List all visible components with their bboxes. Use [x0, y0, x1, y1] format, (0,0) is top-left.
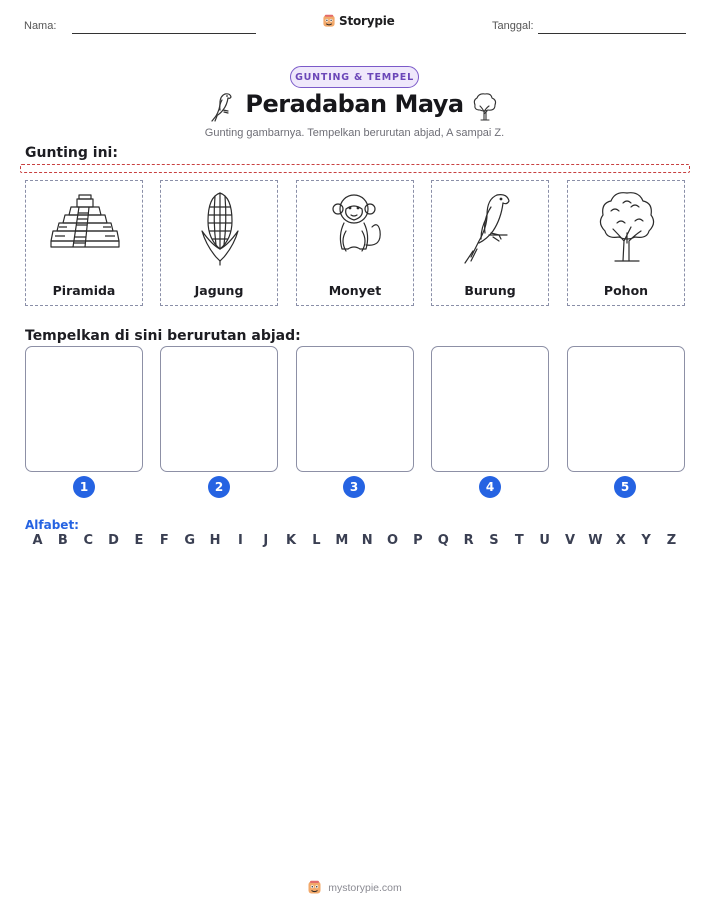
card-label: Piramida	[52, 283, 116, 298]
cut-card-corn[interactable]	[160, 180, 278, 306]
storypie-logo-icon	[322, 14, 336, 28]
card-label: Pohon	[603, 283, 649, 298]
pyramid-icon	[45, 187, 125, 267]
alphabet-letter: U	[539, 533, 550, 548]
brand-logo	[322, 14, 395, 28]
alphabet-letter: B	[57, 533, 68, 548]
alphabet-letter: V	[565, 533, 576, 548]
alphabet-letter: D	[108, 533, 119, 548]
name-label: Nama:	[24, 20, 57, 32]
alphabet-letter: K	[286, 533, 297, 548]
page-title: Peradaban Maya	[245, 90, 464, 118]
alphabet-letter: T	[514, 533, 524, 548]
alphabet-letter: Z	[666, 533, 677, 548]
alphabet-row	[25, 533, 684, 548]
cut-card-pyramid[interactable]	[25, 180, 143, 306]
cut-card-monkey[interactable]	[296, 180, 414, 306]
number-badge: 4	[479, 476, 501, 498]
alphabet-letter: R	[463, 533, 474, 548]
cut-card-tree[interactable]	[567, 180, 685, 306]
alphabet-letter: P	[413, 533, 423, 548]
number-badge: 1	[73, 476, 95, 498]
alphabet-letter: G	[184, 533, 195, 548]
date-label: Tanggal:	[492, 20, 534, 32]
alphabet-letter: Q	[437, 533, 449, 548]
monkey-icon	[316, 187, 396, 267]
cut-section-heading: Gunting ini:	[25, 145, 118, 161]
paste-box-1[interactable]	[25, 346, 143, 472]
card-label: Monyet	[328, 283, 382, 298]
alphabet-letter: N	[361, 533, 373, 548]
storypie-logo-icon	[307, 880, 322, 895]
alphabet-letter: I	[237, 533, 243, 548]
name-field-line[interactable]	[72, 33, 256, 34]
alphabet-letter: J	[263, 533, 269, 548]
paste-box-5[interactable]	[567, 346, 685, 472]
paste-box-3[interactable]	[296, 346, 414, 472]
paste-box-2[interactable]	[160, 346, 278, 472]
corn-icon	[180, 187, 260, 267]
tree-icon	[587, 187, 667, 267]
alphabet-letter: C	[83, 533, 93, 548]
paste-section-heading: Tempelkan di sini berurutan abjad:	[25, 328, 301, 344]
alphabet-letter: F	[159, 533, 169, 548]
number-badge: 5	[614, 476, 636, 498]
paste-box-4[interactable]	[431, 346, 549, 472]
number-badge: 3	[343, 476, 365, 498]
number-badge: 2	[208, 476, 230, 498]
alphabet-letter: E	[134, 533, 144, 548]
card-label: Jagung	[194, 283, 244, 298]
date-field-line[interactable]	[538, 33, 686, 34]
alphabet-label: Alfabet:	[25, 518, 79, 532]
footer	[0, 880, 709, 895]
parrot-icon	[451, 187, 531, 267]
cut-card-bird[interactable]	[431, 180, 549, 306]
brand-name: Storypie	[339, 14, 395, 28]
alphabet-letter: O	[387, 533, 399, 548]
cut-line	[20, 164, 690, 173]
alphabet-letter: L	[312, 533, 321, 548]
footer-url[interactable]: mystorypie.com	[328, 881, 402, 894]
instructions: Gunting gambarnya. Tempelkan berurutan abjad, A sampai Z.	[204, 127, 505, 139]
alphabet-letter: H	[209, 533, 221, 548]
card-label: Burung	[464, 283, 516, 298]
alphabet-letter: M	[335, 533, 349, 548]
alphabet-letter: X	[615, 533, 626, 548]
alphabet-letter: S	[489, 533, 499, 548]
activity-badge: GUNTING & TEMPEL	[290, 66, 419, 88]
tree-icon	[470, 90, 500, 122]
alphabet-letter: Y	[641, 533, 651, 548]
alphabet-letter: W	[588, 533, 603, 548]
alphabet-letter: A	[32, 533, 43, 548]
